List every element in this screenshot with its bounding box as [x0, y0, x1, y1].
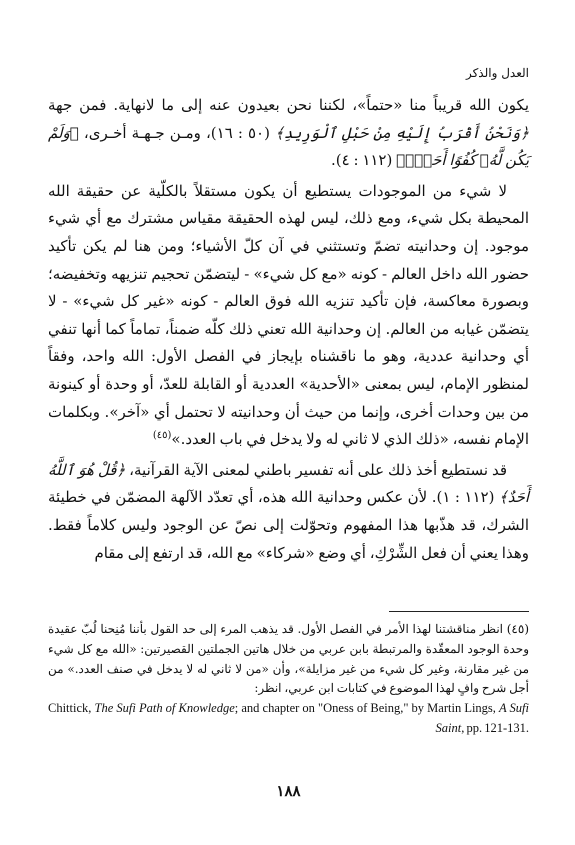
footnote-marker: (٤٥) [506, 622, 529, 636]
reference-title-1: The Sufi Path of Knowledge [94, 701, 235, 716]
paragraph-2 [48, 178, 529, 454]
page-number: ١٨٨ [276, 782, 301, 800]
reference-author: Chittick, [48, 701, 95, 716]
paragraph-1-text-c: (١١٢ : ٤). [331, 151, 397, 170]
paragraph-2-text: لا شيء من الموجودات يستطيع أن يكون مستقلاً بالكلّية عن حقيقة الله المحيطة بكل شيء، ومع ذلك، ليس لهذه الحقيقة مقياس مشترك مع أي شيء موجود. إن وحدانيته تضمّ وتستثني في آن كلّ الأشياء؛ ومن هنا لم يكن تأكيد حضور الله داخل العالم - كونه «مع كل شيء» - ليتضمّن تحجيم تنزيهه وتخفيضه؛ وبصورة معاكسة، فإن تأكيد تنزيه الله فوق العالم - كونه «غير كل شيء» - لا يتضمّن غيابه من العالم. إن وحدانية الله تعني ذلك كلّه ضمناً، تماماً كما أنها تنفي أي وحدانية عددية، وهو ما ناقشناه بإيجاز في الفصل الأول: الله واحد، وفقاً لمنظور الإمام، ليس بمعنى «الأحدية» العددية أو القابلة للعدّ، أو وحدة أو كينونة من بين وحدات أخرى، وإنما من حيث أن وحدانيته لا تحتمل أي «آخر». وبكلمات الإمام نفسه، «ذلك الذي لا ثاني له ولا يدخل في باب العدد.» [48, 181, 529, 449]
footnote-45 [48, 620, 529, 739]
main-text [48, 92, 529, 567]
book-page [48, 0, 529, 845]
footnote-text: انظر مناقشتنا لهذا الأمر في الفصل الأول. قد يذهب المرء إلى حد القول بأننا مُنِحنا لُبّ عقيدة وحدة الوجود المعقّدة والمرتبطة بابن عربي من خلال هاتين الجملتين القصيرتين: «الله مع كل شيء من غير مقارنة، وغير كل شيء من غير مزايلة»، وأن «من لا ثاني له لا يدخل في صنف العدد.» من أجل شرح وافٍ لهذا الموضوع في كتابات ابن عربي، انظر: [48, 622, 529, 696]
quran-verse-112-1: ﴿قُلْ هُوَ ٱللَّهُ أَحَدٌ﴾ [48, 460, 530, 507]
paragraph-1-text-a: يكون الله قريباً منا «حتماً»، لكننا نحن بعيدون عنه إلى ما لانهاية. فمن جهة [48, 96, 529, 114]
footnote-separator [389, 611, 529, 612]
footnote-english-reference [48, 701, 529, 735]
paragraph-3 [48, 457, 529, 567]
reference-pages: , pp. 121-131. [461, 720, 529, 735]
reference-middle: ; and chapter on "Oness of Being," by Martin Lings, [234, 701, 500, 716]
paragraph-1 [48, 92, 529, 175]
paragraph-3-text-a: قد نستطيع أخذ ذلك على أنه تفسير باطني لمعنى الآية القرآنية، [125, 460, 507, 479]
running-header: العدل والذكر [465, 66, 529, 80]
quran-verse-112-4: ﴿وَلَمْ يَكُن لَّهُۥ كُفُوًا أَحَدٌۢ﴾ [48, 123, 529, 170]
footnote-reference[interactable]: (٤٥) [152, 430, 172, 442]
paragraph-3-text-b: (١١٢ : ١). لأن عكس وحدانية الله هذه، أي تعدّد الآلهة المضمّن في خطيئة الشرك، قد هذّبها هذا المفهوم وتحوّلت إلى نصّ عن الوجود وليس كلاماً فقط. وهذا يعني أن فعل الشِّرْكِ، أي وضع «شركاء» مع الله، قد ارتفع إلى مقام [48, 488, 529, 562]
reference-title-2: A Sufi Saint [435, 701, 530, 735]
quran-verse-50-16: ﴿وَنَحْنُ أَقْرَبُ إِلَيْهِ مِنْ حَبْلِ ٱلْوَرِيدِ﴾ [275, 123, 529, 142]
paragraph-1-text-b: (٥٠ : ١٦)، ومـن جـهـة أخـرى، [78, 123, 276, 142]
